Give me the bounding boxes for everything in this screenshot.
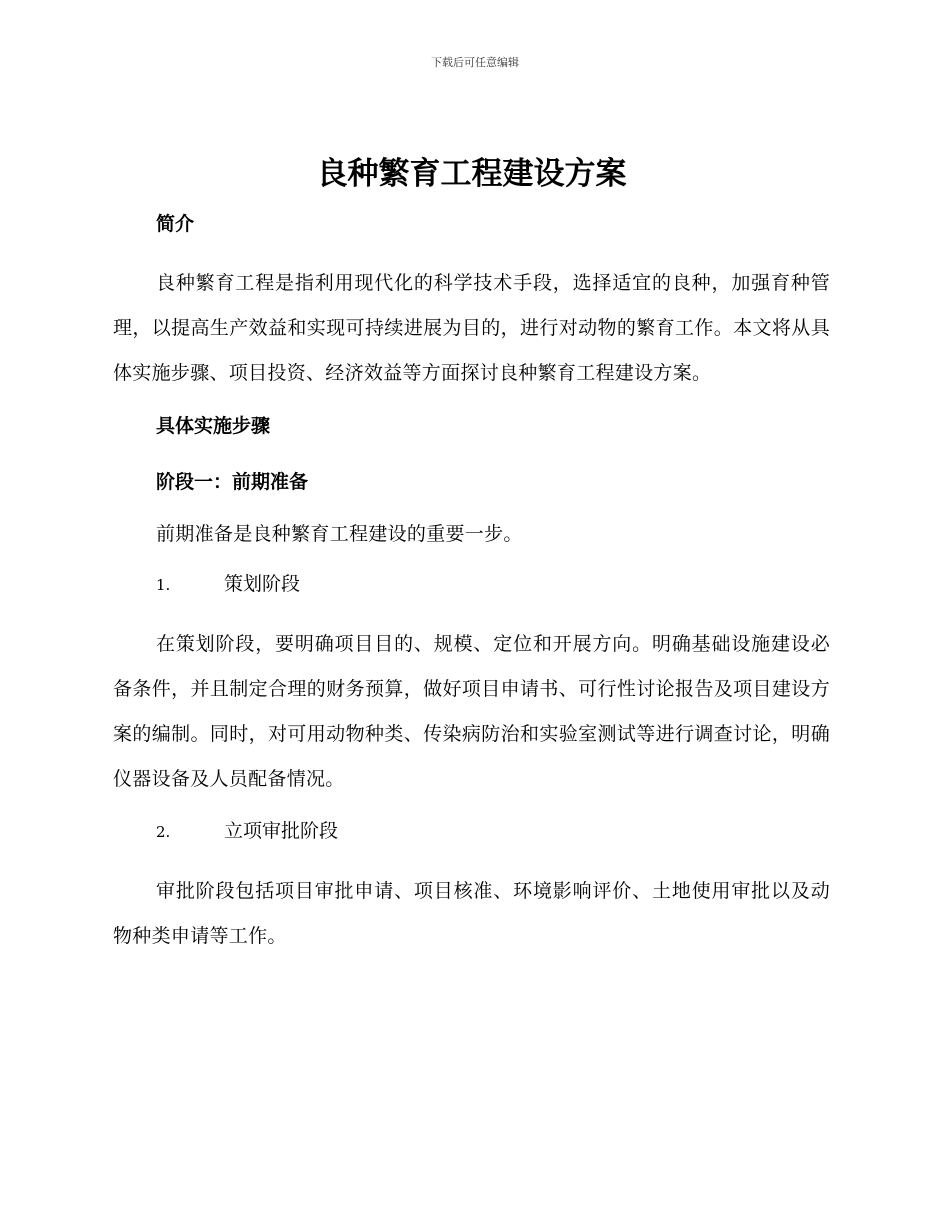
- list-label: 立项审批阶段: [224, 820, 339, 842]
- heading-implementation-steps: 具体实施步骤: [156, 415, 271, 437]
- document-title: 良种繁育工程建设方案: [316, 156, 627, 192]
- list-number: 1.: [156, 576, 171, 594]
- paragraph-stage-one: 前期准备是良种繁育工程建设的重要一步。: [156, 523, 523, 545]
- paragraph-approval: 审批阶段包括项目审批申请、项目核准、环境影响评价、土地使用审批以及动物种类申请等工作。: [113, 880, 830, 947]
- list-label: 策划阶段: [224, 573, 301, 595]
- list-item-planning: [113, 568, 830, 601]
- paragraph-planning: 在策划阶段，要明确项目目的、规模、定位和开展方向。明确基础设施建设必备条件，并且制定合理的财务预算，做好项目申请书、可行性讨论报告及项目建设方案的编制。同时，对可用动物种类、传染病防治和实验室测试等进行调查讨论，明确仪器设备及人员配备情况。: [113, 633, 830, 790]
- heading-stage-one: 阶段一：前期准备: [156, 471, 309, 493]
- heading-intro: 简介: [156, 213, 195, 235]
- paragraph-intro: 良种繁育工程是指利用现代化的科学技术手段，选择适宜的良种，加强育种管理，以提高生产效益和实现可持续进展为目的，进行对动物的繁育工作。本文将从具体实施步骤、项目投资、经济效益等方面探讨良种繁育工程建设方案。: [113, 272, 830, 384]
- document-body: [113, 148, 830, 959]
- list-number: 2.: [156, 823, 171, 841]
- list-item-approval: [113, 815, 830, 848]
- running-header: 下载后可任意编辑: [431, 56, 519, 69]
